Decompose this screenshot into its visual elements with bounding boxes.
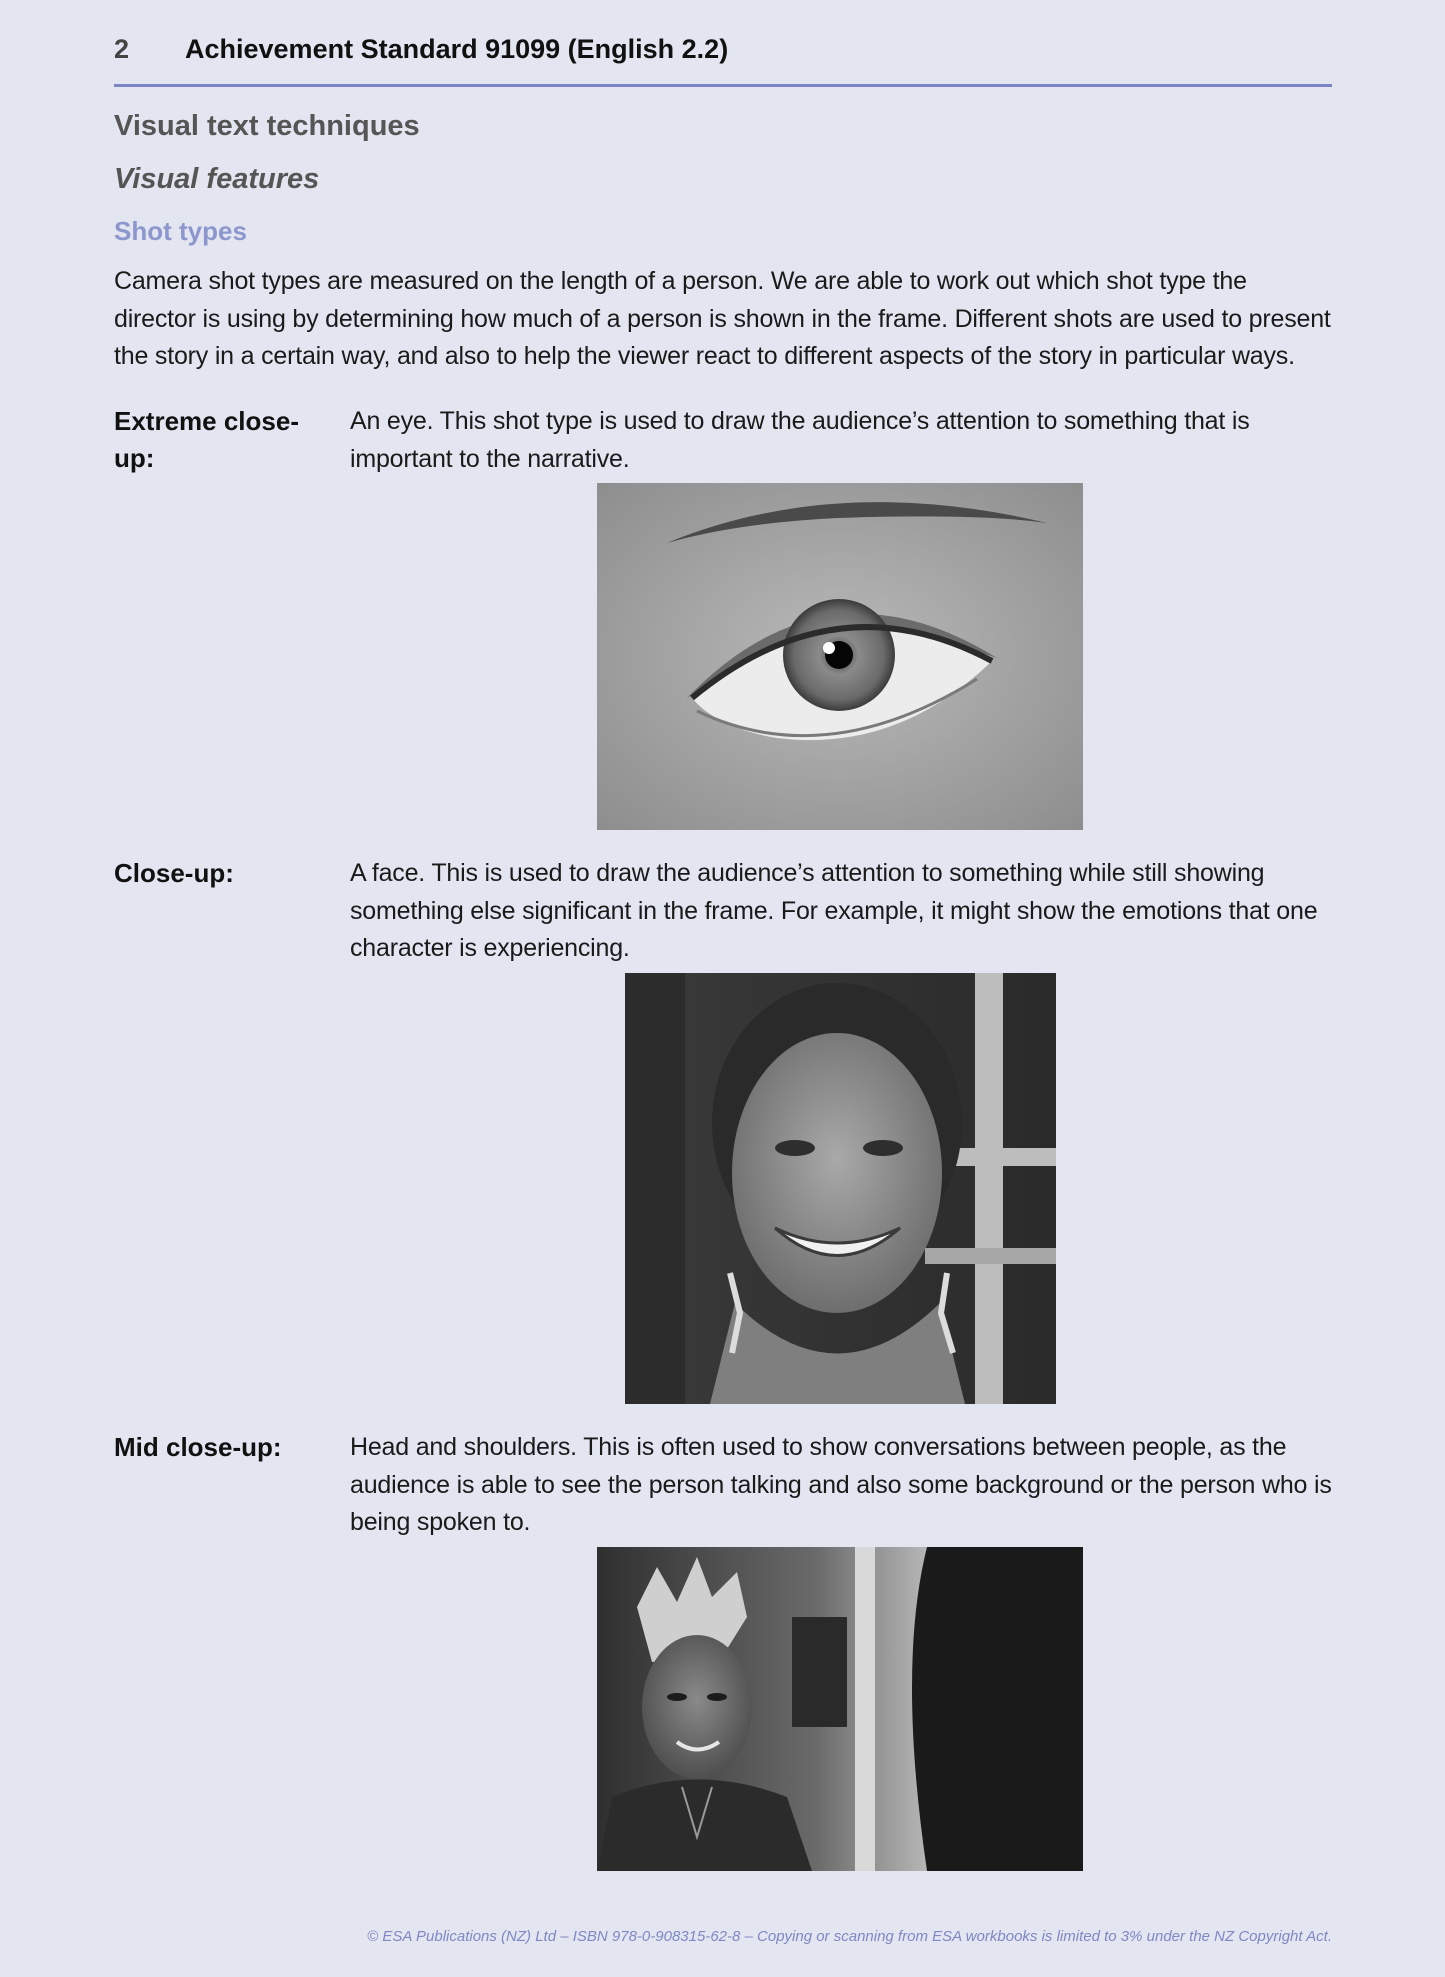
running-header [114, 34, 1332, 87]
description-extreme-close-up: An eye. This shot type is used to draw the audience’s attention to something that is important to the narrative. [350, 407, 1250, 473]
face-photo [625, 973, 1056, 1404]
workbook-page [114, 0, 1332, 1977]
term-close-up: Close-up: [114, 858, 234, 888]
term-mid-close-up: Mid close-up: [114, 1432, 282, 1462]
subsection-heading: Visual features [114, 163, 320, 195]
description-mid-close-up: Head and shoulders. This is often used to show conversations between people, as the audience is able to see the person talking and also some background or the person who is being spoken to. [350, 1433, 1332, 1536]
term-extreme-close-up: Extreme close-up: [114, 406, 299, 473]
section-heading: Visual text techniques [114, 110, 420, 142]
copyright-footer: © ESA Publications (NZ) Ltd – ISBN 978-0-908315-62-8 – Copying or scanning from ESA workbooks is limited to 3% under the NZ Copyright Act. [367, 1928, 1332, 1945]
topic-heading: Shot types [114, 216, 247, 246]
page-number: 2 [114, 34, 130, 64]
eye-photo [597, 483, 1083, 830]
running-title: Achievement Standard 91099 (English 2.2) [185, 34, 729, 64]
intro-paragraph: Camera shot types are measured on the length of a person. We are able to work out which shot type the director is using by determining how much of a person is shown in the frame. Different shots are used to present the story in a certain way, and also to help the viewer react to different aspects of the story in particular ways. [114, 267, 1331, 370]
mid-close-up-photo [597, 1547, 1083, 1871]
description-close-up: A face. This is used to draw the audience’s attention to something while still showing something else significant in the frame. For example, it might show the emotions that one character is experiencing. [350, 859, 1318, 962]
